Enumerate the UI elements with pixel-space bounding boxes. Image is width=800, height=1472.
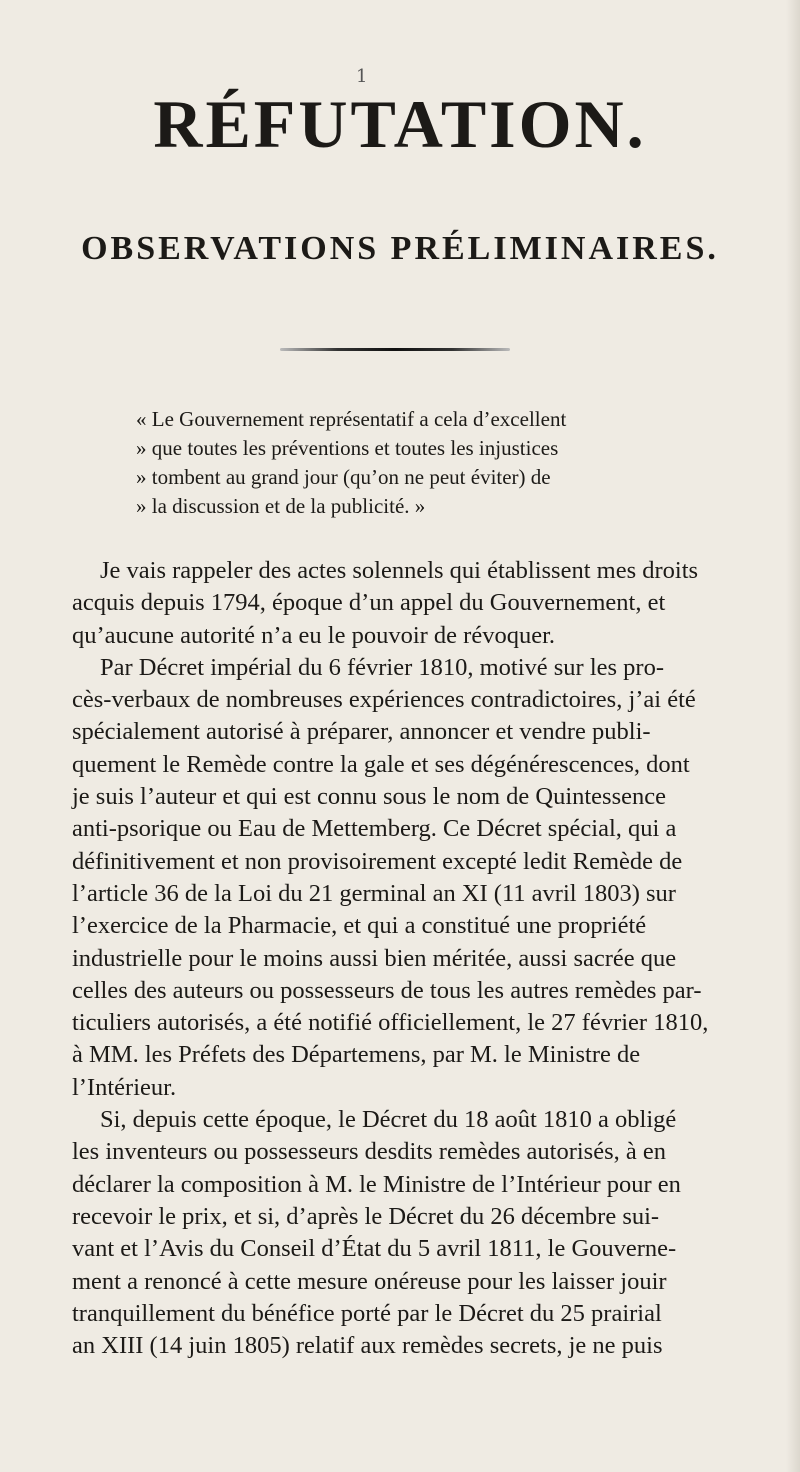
text-line: Je vais rappeler des actes solennels qui établissent mes droits bbox=[100, 557, 699, 584]
section-subtitle: OBSERVATIONS PRÉLIMINAIRES. bbox=[81, 230, 719, 267]
page-edge-shadow bbox=[786, 0, 800, 1472]
text-line: an XIII (14 juin 1805) relatif aux remèdes secrets, je ne puis bbox=[72, 1332, 663, 1360]
body-text bbox=[72, 555, 778, 1362]
text-line: Si, depuis cette époque, le Décret du 18 août 1810 a obligé bbox=[100, 1106, 677, 1134]
text-line: Par Décret impérial du 6 février 1810, motivé sur les pro- bbox=[100, 653, 665, 681]
text-line: anti-psorique ou Eau de Mettemberg. Ce Décret spécial, qui a bbox=[72, 815, 677, 843]
text-line: l’article 36 de la Loi du 21 germinal an XI (11 avril 1803) sur bbox=[72, 879, 676, 907]
epigraph-line: » que toutes les préventions et toutes les injustices bbox=[136, 436, 559, 460]
text-line: acquis depuis 1794, époque d’un appel du Gouvernement, et bbox=[72, 589, 666, 617]
page-folio: 1 bbox=[356, 66, 368, 87]
text-line: ment a renoncé à cette mesure onéreuse pour les laisser jouir bbox=[72, 1267, 667, 1295]
text-line: qu’aucune autorité n’a eu le pouvoir de révoquer. bbox=[72, 621, 556, 649]
epigraph bbox=[136, 405, 776, 521]
text-line: spécialement autorisé à préparer, annoncer et vendre publi- bbox=[72, 718, 651, 746]
page-title: RÉFUTATION. bbox=[153, 86, 647, 162]
text-line: vant et l’Avis du Conseil d’État du 5 avril 1811, le Gouverne- bbox=[72, 1235, 677, 1263]
text-line: déclarer la composition à M. le Ministre de l’Intérieur pour en bbox=[72, 1170, 681, 1198]
text-line: cès-verbaux de nombreuses expériences contradictoires, j’ai été bbox=[72, 686, 696, 714]
epigraph-line: « Le Gouvernement représentatif a cela d’excellent bbox=[136, 407, 567, 431]
text-line: les inventeurs ou possesseurs desdits remèdes autorisés, à en bbox=[72, 1138, 666, 1166]
text-line: à MM. les Préfets des Départemens, par M. le Ministre de bbox=[72, 1041, 641, 1069]
text-line: définitivement et non provisoirement excepté ledit Remède de bbox=[72, 847, 683, 875]
text-line: quement le Remède contre la gale et ses dégénérescences, dont bbox=[72, 750, 690, 778]
text-line: industrielle pour le moins aussi bien méritée, aussi sacrée que bbox=[72, 944, 677, 972]
text-line: l’Intérieur. bbox=[72, 1073, 177, 1101]
text-line: tranquillement du bénéfice porté par le Décret du 25 prairial bbox=[72, 1299, 662, 1327]
text-line: je suis l’auteur et qui est connu sous le nom de Quintessence bbox=[72, 783, 666, 811]
text-line: ticuliers autorisés, a été notifié officiellement, le 27 février 1810, bbox=[72, 1009, 709, 1037]
epigraph-line: » la discussion et de la publicité. » bbox=[136, 494, 426, 518]
text-line: l’exercice de la Pharmacie, et qui a constitué une propriété bbox=[72, 912, 647, 940]
ornamental-rule bbox=[280, 348, 510, 351]
epigraph-line: » tombent au grand jour (qu’on ne peut éviter) de bbox=[136, 465, 551, 489]
text-line: recevoir le prix, et si, d’après le Décret du 26 décembre sui- bbox=[72, 1202, 660, 1230]
text-line: celles des auteurs ou possesseurs de tous les autres remèdes par- bbox=[72, 976, 702, 1004]
